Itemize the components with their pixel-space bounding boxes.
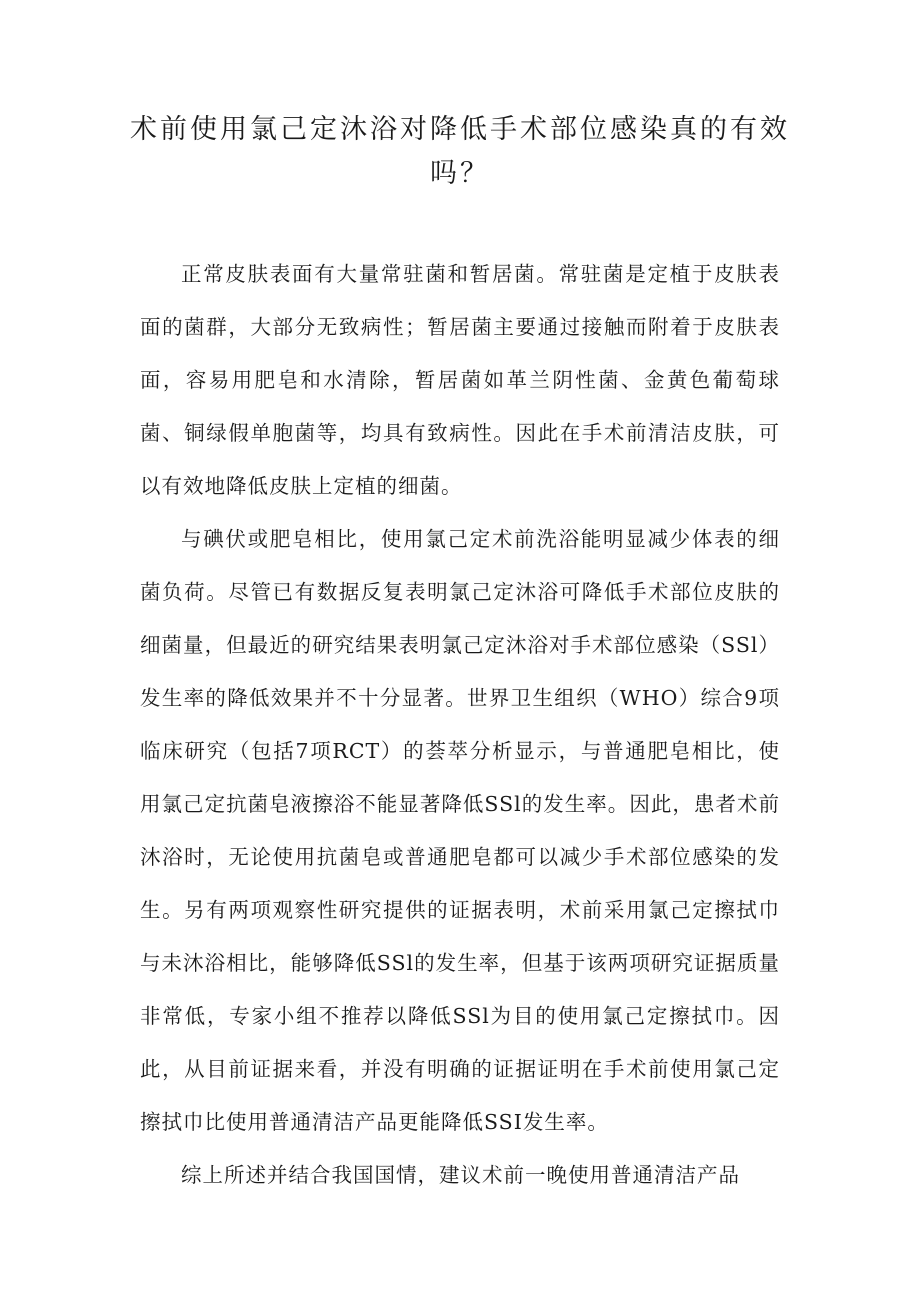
paragraph-skin-flora: 正常皮肤表面有大量常驻菌和暂居菌。常驻菌是定植于皮肤表面的菌群，大部分无致病性；暂居菌主要通过接触而附着于皮肤表面，容易用肥皂和水清除，暂居菌如革兰阴性菌、金黄色葡萄球菌、铜绿假单胞菌等，均具有致病性。因此在手术前清洁皮肤，可以有效地降低皮肤上定植的细菌。 xyxy=(140,262,780,498)
paragraph-conclusion: 综上所述并结合我国国情，建议术前一晚使用普通清洁产品 xyxy=(181,1163,740,1187)
document-title: 术前使用氯己定沐浴对降低手术部位感染真的有效吗？ xyxy=(130,114,790,189)
paragraph-chlorhexidine-evidence: 与碘伏或肥皂相比，使用氯己定术前洗浴能明显减少体表的细菌负荷。尽管已有数据反复表明氯己定沐浴可降低手术部位皮肤的细菌量，但最近的研究结果表明氯己定沐浴对手术部位感染（SSl）发生率的降低效果并不十分显著。世界卫生组织（WHO）综合9项临床研究（包括7项RCT）的荟萃分析显示，与普通肥皂相比，使用氯己定抗菌皂液擦浴不能显著降低SSl的发生率。因此，患者术前沐浴时，无论使用抗菌皂或普通肥皂都可以减少手术部位感染的发生。另有两项观察性研究提供的证据表明，术前采用氯己定擦拭巾与未沐浴相比，能够降低SSl的发生率，但基于该两项研究证据质量非常低，专家小组不推荐以降低SSl为目的使用氯己定擦拭巾。因此，从目前证据来看，并没有明确的证据证明在手术前使用氯己定擦拭巾比使用普通清洁产品更能降低SSI发生率。 xyxy=(140,527,780,1134)
document-body xyxy=(140,248,780,1202)
